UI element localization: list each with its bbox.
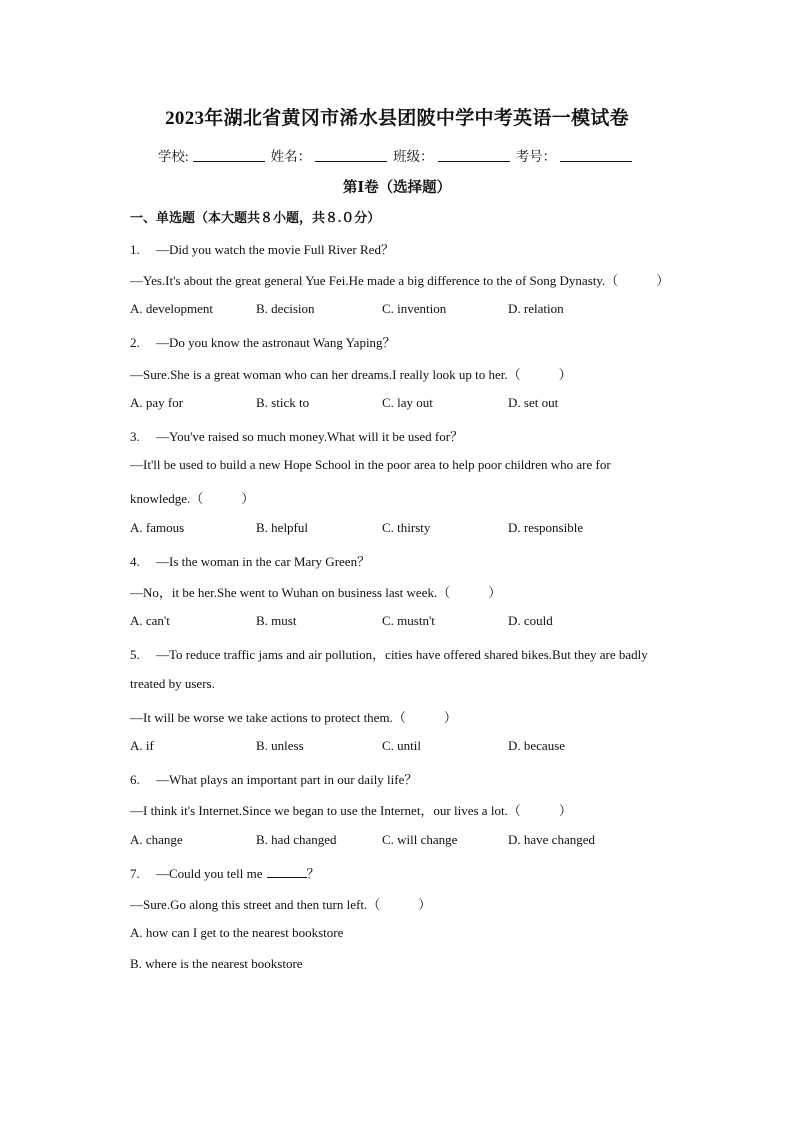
question-number: 6. [130,772,140,787]
question-5-prompt: 5. —To reduce traffic jams and air pollution，cities have offered shared bikes.But they are badly [130,647,648,662]
option-c[interactable]: C. will change [382,832,458,847]
question-4-prompt: 4. —Is the woman in the car Mary Green？ [130,554,371,569]
question-1-prompt: 1. —Did you watch the movie Full River Red？ [130,242,394,257]
option-a[interactable]: A. can't [130,613,170,628]
class-blank[interactable] [438,148,510,162]
option-a[interactable]: A. change [130,832,183,847]
question-3-reply-cont: knowledge.（ ） [130,491,255,506]
question-5-prompt-cont: treated by users. [130,676,215,691]
school-field [158,145,269,165]
question-number: 3. [130,429,140,444]
question-number: 2. [130,335,140,350]
school-label: 学校: [157,149,189,164]
option-c[interactable]: C. lay out [382,395,433,410]
student-info-row [0,145,794,165]
class-label: 班级： [393,149,434,164]
question-6-prompt: 6. —What plays an important part in our daily life？ [130,772,418,787]
option-c[interactable]: C. thirsty [382,520,431,535]
option-d[interactable]: D. because [508,738,566,753]
question-3-reply: —It'll be used to build a new Hope School in the poor area to help poor children who are for [130,457,611,472]
school-blank[interactable] [193,148,265,162]
option-d[interactable]: D. set out [508,395,559,410]
option-b[interactable]: B. unless [256,738,304,753]
option-a[interactable]: A. pay for [130,395,184,410]
question-6-options [130,832,634,848]
question-4-reply: —No，it be her.She went to Wuhan on business last week.（ ） [130,585,502,600]
class-field [393,145,514,165]
option-a[interactable]: A. development [130,301,214,316]
option-d[interactable]: D. responsible [508,520,584,535]
question-5-options [130,738,634,754]
question-7-prompt: 7. —Could you tell me ？ [130,866,320,881]
question-2-options [130,395,634,411]
answer-blank [267,865,307,878]
exam-title: 2023年湖北省黄冈市浠水县团陂中学中考英语一模试卷 [165,108,629,129]
question-7-reply: —Sure.Go along this street and then turn left.（ ） [130,897,432,912]
question-4-options [130,613,634,629]
question-number: 4. [130,554,140,569]
option-c[interactable]: C. until [382,738,422,753]
question-number: 1. [130,242,140,257]
question-3-prompt: 3. —You've raised so much money.What will it be used for？ [130,429,464,444]
option-b[interactable]: B. had changed [256,832,337,847]
option-d[interactable]: D. could [508,613,553,628]
part-title: 一、单选题（本大题共８小题，共８.０分） [130,210,381,225]
option-b[interactable]: B. must [256,613,297,628]
option-b[interactable]: B. decision [256,301,315,316]
exam-no-field [516,145,637,165]
option-b[interactable]: B. helpful [256,520,308,535]
name-field [271,145,392,165]
question-2-prompt: 2. —Do you know the astronaut Wang Yaping？ [130,335,396,350]
option-c[interactable]: C. mustn't [382,613,435,628]
question-number: 5. [130,647,140,662]
option-d[interactable]: D. relation [508,301,564,316]
option-c[interactable]: C. invention [382,301,447,316]
option-a[interactable]: A. how can I get to the nearest bookstore [130,925,344,940]
exam-no-label: 考号： [515,149,557,164]
name-label: 姓名： [270,149,312,164]
option-b[interactable]: B. where is the nearest bookstore [130,956,303,971]
question-3-options [130,520,634,536]
question-1-reply: —Yes.It's about the great general Yue Fei.He made a big difference to the of Song Dynasty.（ ） [130,273,670,288]
question-2-reply: —Sure.She is a great woman who can her dreams.I really look up to her.（ ） [130,367,572,382]
option-a[interactable]: A. if [130,738,154,753]
option-a[interactable]: A. famous [130,520,185,535]
option-d[interactable]: D. have changed [508,832,595,847]
question-5-reply: —It will be worse we take actions to protect them.（ ） [130,710,457,725]
section-title: 第Ⅰ卷（选择题） [342,180,452,196]
question-1-options [130,301,634,317]
question-6-reply: —I think it's Internet.Since we began to use the Internet，our lives a lot.（ ） [130,803,572,818]
name-blank[interactable] [315,148,387,162]
question-number: 7. [130,866,140,881]
exam-no-blank[interactable] [560,148,632,162]
option-b[interactable]: B. stick to [256,395,310,410]
